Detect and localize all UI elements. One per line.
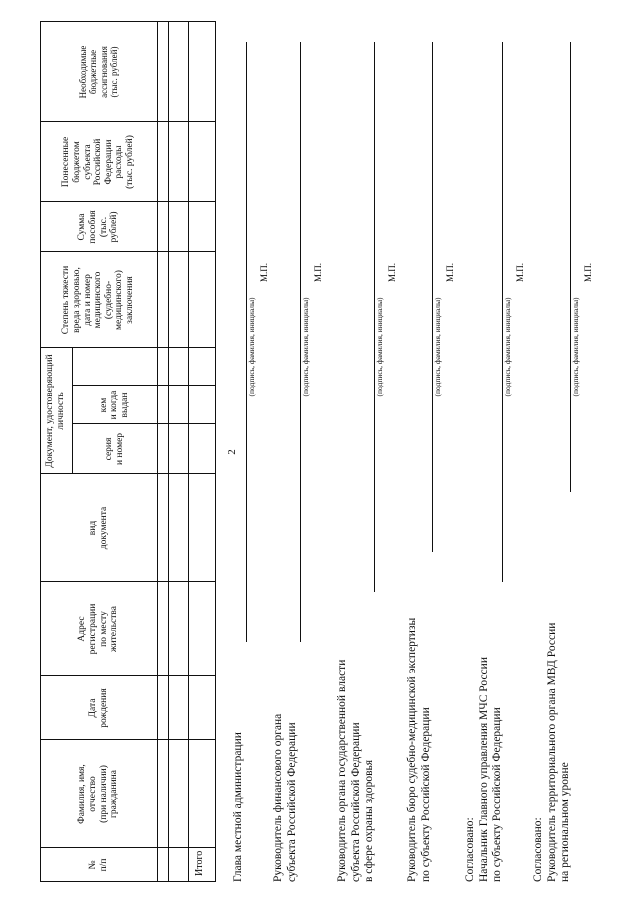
signature-caption: (подпись, фамилия, инициалы)	[247, 297, 256, 397]
header-document-type: вид документа	[87, 506, 109, 550]
header-amount: Сумма пособия (тыс. рублей)	[77, 210, 120, 244]
row-rule	[168, 22, 169, 882]
seal-mark: М.П.	[583, 262, 593, 282]
header-address: Адрес регистрации по месту жительства	[77, 603, 120, 655]
signature-label-emergency-ministry: Согласовано: Начальник Главного управления МЧС России по субъекту Российской Федерации	[464, 657, 504, 882]
signature-caption: (подпись, фамилия, инициалы)	[503, 297, 512, 397]
report-table	[40, 22, 215, 882]
header-document-issued: кем и когда выдан	[98, 390, 130, 420]
header-birth-date: Дата рождения	[87, 688, 109, 728]
header-severity: Степень тяжести вреда здоровью, дата и номер медицинского (судебно- медицинского) заключения	[61, 265, 136, 335]
signature-caption: (подпись, фамилия, инициалы)	[375, 297, 384, 397]
signature-caption: (подпись, фамилия, инициалы)	[301, 297, 310, 397]
header-needed: Необходимые бюджетные ассигнования (тыс. рублей)	[78, 45, 119, 99]
signature-label-health-authority: Руководитель органа государственной власти субъекта Российской Федерации в сфере охраны здоровья	[336, 659, 376, 882]
row-rule	[188, 22, 189, 882]
seal-mark: М.П.	[445, 262, 455, 282]
seal-mark: М.П.	[259, 262, 269, 282]
total-row-label: Итого	[194, 850, 205, 876]
signature-caption: (подпись, фамилия, инициалы)	[571, 297, 580, 397]
seal-mark: М.П.	[313, 262, 323, 282]
signature-label-head-local-admin: Глава местной администрации	[232, 732, 244, 882]
table-border-bottom	[215, 22, 216, 882]
page-number: 2	[226, 449, 238, 455]
header-spent: Понесенные бюджетом субъекта Российской Федерации расходы (тыс. рублей)	[61, 135, 136, 189]
header-document-series: серия и номер	[103, 432, 125, 466]
seal-mark: М.П.	[387, 262, 397, 282]
header-num: № п/п	[87, 858, 109, 872]
signature-label-interior-ministry: Согласовано: Руководитель территориального органа МВД России на региональном уровне	[532, 622, 572, 882]
signature-label-forensic-bureau: Руководитель бюро судебно-медицинской экспертизы по субъекту Российской Федерации	[406, 617, 432, 882]
header-fio: Фамилия, имя, отчество (при наличии) гражданина	[77, 764, 120, 824]
rotated-content	[40, 22, 600, 882]
header-bottom-rule	[157, 22, 158, 882]
signature-label-finance-head: Руководитель финансового органа субъекта Российской Федерации	[272, 713, 298, 882]
signature-caption: (подпись, фамилия, инициалы)	[433, 297, 442, 397]
header-document-group: Документ, удостоверяющий личность	[45, 354, 66, 468]
signature-line	[570, 42, 571, 492]
seal-mark: М.П.	[515, 262, 525, 282]
